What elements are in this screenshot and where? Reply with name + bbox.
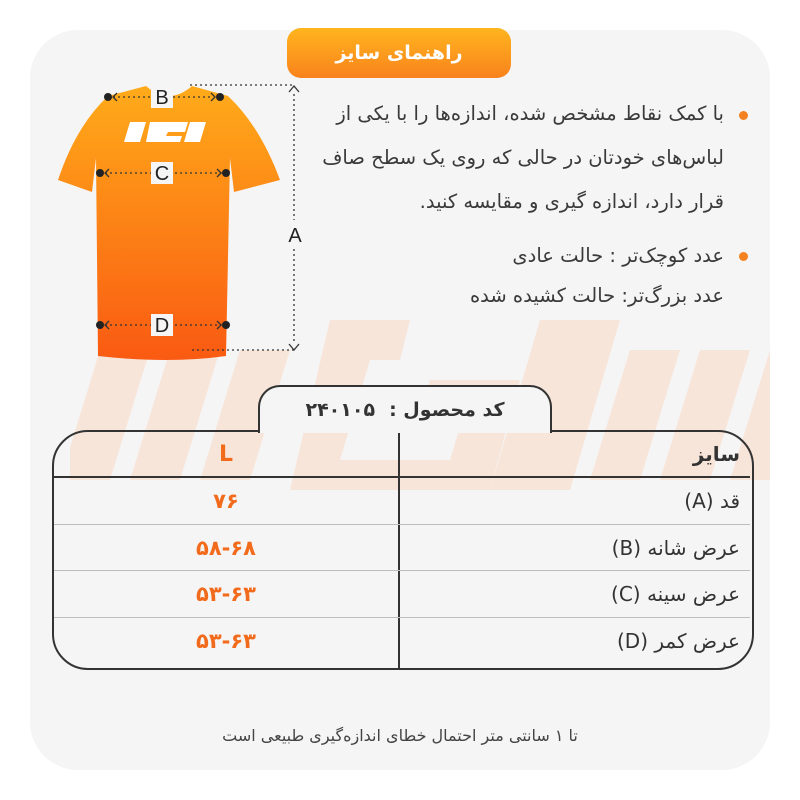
instruction-text-normal: عدد کوچک‌تر : حالت عادی	[512, 244, 724, 267]
table-divider	[398, 430, 400, 668]
brand-logo-icon	[124, 122, 206, 142]
table-header-size-label: سایز	[692, 442, 740, 466]
instruction-item	[310, 236, 750, 316]
table-row-label: قد (A)	[684, 489, 740, 513]
product-code-value: ۲۴۰۱۰۵	[305, 399, 376, 421]
table-row-value: ۵۸-۶۸	[196, 536, 256, 560]
product-code	[258, 385, 552, 433]
table-row-value: ۵۳-۶۳	[196, 582, 256, 606]
instruction-text: با کمک نقاط مشخص شده، اندازه‌ها را با یکی از لباس‌های خودتان در حالی که روی یک سطح صاف قرار دارد، اندازه گیری و مقایسه کنید.	[322, 102, 724, 213]
table-row-label: عرض کمر (D)	[616, 629, 740, 653]
table-row-label: عرض سینه (C)	[611, 582, 740, 606]
bullet-dot-icon	[739, 111, 748, 120]
footer-note: تا ۱ سانتی متر احتمال خطای اندازه‌گیری طبیعی است	[222, 726, 578, 745]
table-row-value: ۷۶	[213, 489, 239, 513]
measure-label-c: C	[154, 163, 170, 185]
table-row-value: ۵۳-۶۳	[196, 629, 256, 653]
page-title-text: راهنمای سایز	[335, 42, 463, 64]
instructions-list	[310, 92, 750, 316]
measure-label-b: B	[155, 87, 169, 109]
measure-label-a: A	[288, 225, 302, 247]
bullet-dot-icon	[739, 252, 748, 261]
page-title	[287, 28, 511, 78]
instruction-item	[310, 92, 750, 224]
product-code-label: کد محصول :	[389, 399, 505, 421]
instruction-text-stretched: عدد بزرگ‌تر: حالت کشیده شده	[469, 284, 724, 307]
tshirt-diagram	[58, 72, 318, 372]
measure-label-d: D	[154, 315, 170, 337]
table-row-label: عرض شانه (B)	[611, 536, 740, 560]
table-header-size-value: L	[218, 441, 234, 467]
